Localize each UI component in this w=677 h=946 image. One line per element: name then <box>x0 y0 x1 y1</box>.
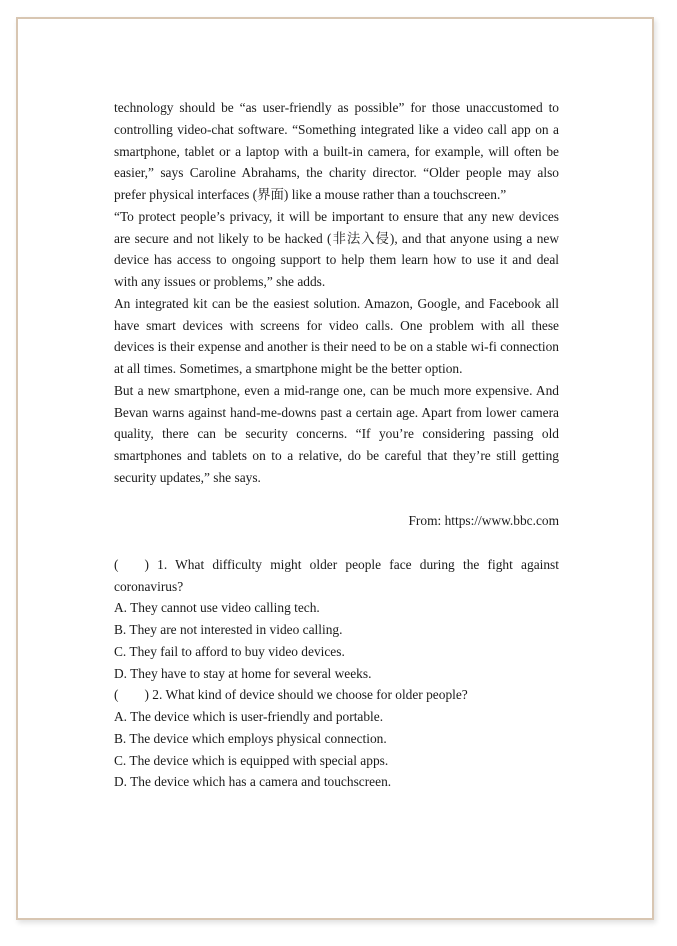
source-citation: From: https://www.bbc.com <box>408 513 559 529</box>
option-d: D. The device which has a camera and touchscreen. <box>114 774 392 790</box>
option-a: A. They cannot use video calling tech. <box>114 600 320 616</box>
document-content <box>114 97 559 793</box>
answer-paren-open: ( <box>114 556 119 572</box>
passage-paragraph: “To protect people’s privacy, it will be important to ensure that any new devices are secure and not likely to be hacked (非法入侵), and that anyone using a new device has access to ongoing support to help them learn how to use it and deal with any issues or problems,” she adds. <box>114 208 559 289</box>
question-stem <box>114 684 559 706</box>
question-list <box>114 554 559 793</box>
passage-paragraph: But a new smartphone, even a mid-range one, can be much more expensive. And Bevan warns against hand-me-downs past a certain age. Apart from lower camera quality, there can be security concerns. “If you’re considering passing old smartphones and tablets on to a relative, do be careful that they’re still getting security updates,” she says. <box>114 382 559 485</box>
passage-paragraph: technology should be “as user-friendly as possible” for those unaccustomed to controlling video-chat software. “Something integrated like a video call app on a smartphone, tablet or a laptop with a built-in camera, for example, will often be easier,” says Caroline Abrahams, the charity director. “Older people may also prefer physical interfaces (界面) like a mouse rather than a touchscreen.” <box>114 100 559 202</box>
question-text: 1. What difficulty might older people face during the fight against coronavirus? <box>114 556 559 594</box>
answer-paren-close: ) <box>144 687 149 703</box>
question-text: 2. What kind of device should we choose for older people? <box>152 687 468 703</box>
answer-paren-open: ( <box>114 687 119 703</box>
passage-paragraph: An integrated kit can be the easiest solution. Amazon, Google, and Facebook all have smart devices with screens for video calls. One problem with all these devices is their expense and another is their need to be on a stable wi-fi connection at all times. Sometimes, a smartphone might be the better option. <box>114 295 559 376</box>
option-d: D. They have to stay at home for several weeks. <box>114 665 372 681</box>
question-stem <box>114 554 559 598</box>
option-c: C. They fail to afford to buy video devices. <box>114 643 345 659</box>
option-a: A. The device which is user-friendly and portable. <box>114 709 384 724</box>
passage <box>114 97 559 532</box>
option-c: C. The device which is equipped with special apps. <box>114 752 389 768</box>
option-b: B. The device which employs physical connection. <box>114 730 387 746</box>
option-b: B. They are not interested in video calling. <box>114 622 343 637</box>
answer-paren-close: ) <box>144 556 149 572</box>
question-1 <box>114 554 559 685</box>
question-2 <box>114 684 559 793</box>
